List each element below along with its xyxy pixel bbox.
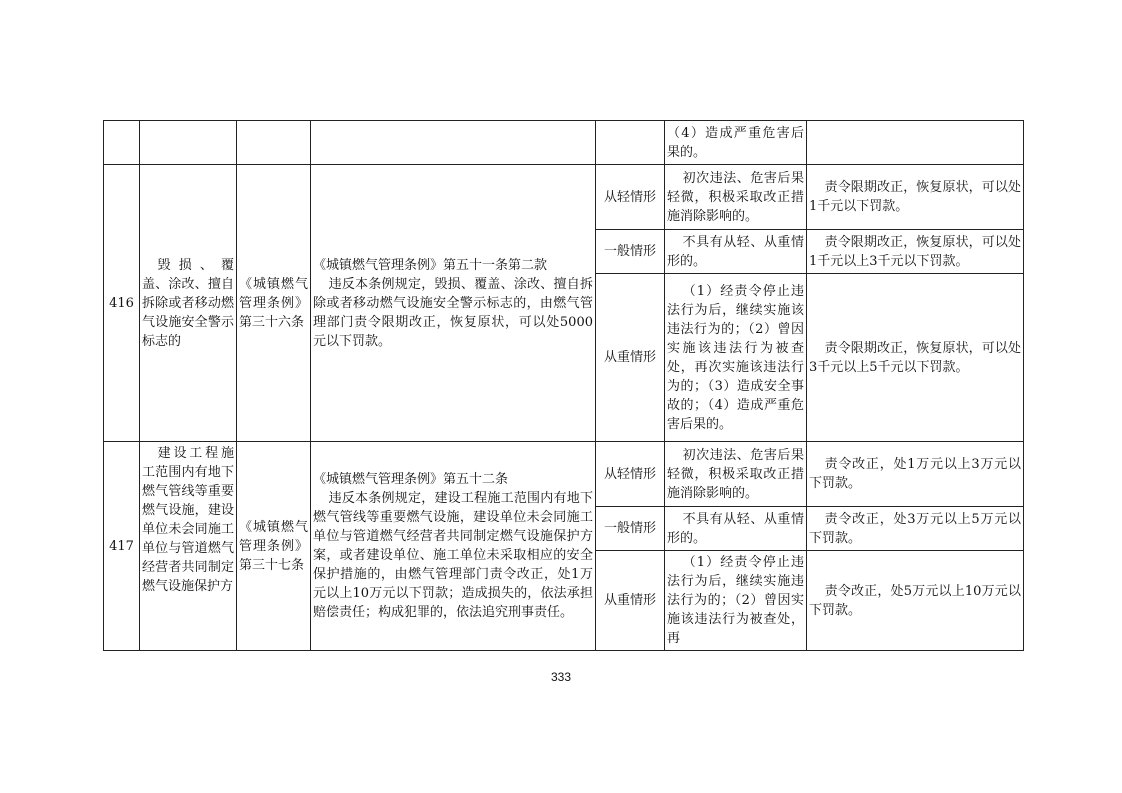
penalty-amount: 责令限期改正，恢复原状，可以处3千元以上5千元以下罚款。 [807,274,1024,442]
legal-basis: 《城镇燃气管理条例》第三十七条 [237,442,311,651]
standard-body: 违反本条例规定，建设工程施工范围内有地下燃气管线等重要燃气设施，建设单位未会同施工单位与管道燃气经营者共同制定燃气设施保护方案，或者建设单位、施工单位未采取相应的安全保护措施的，由燃气管理部门责令改正，处1万元以上10万元以下罚款；造成损失的，依法承担赔偿责任；构成犯罪的，依法追究刑事责任。 [313,491,593,620]
penalty-amount: 责令限期改正，恢复原状，可以处1千元以上3千元以下罚款。 [807,230,1024,274]
circumstance-label: 一般情形 [596,230,665,274]
circumstance-label: 从重情形 [596,551,665,651]
table-row [104,121,1024,165]
penalty-standard [311,121,596,165]
page-number: 333 [550,670,572,684]
penalty-amount [807,121,1024,165]
penalty-amount: 责令改正，处3万元以上5万元以下罚款。 [807,507,1024,551]
standard-body: 违反本条例规定，毁损、覆盖、涂改、擅自拆除或者移动燃气设施安全警示标志的，由燃气管理部门责令限期改正，恢复原状，可以处5000元以下罚款。 [313,276,593,349]
penalty-standard [311,165,596,442]
circumstance-label: 从重情形 [596,274,665,442]
standard-title: 《城镇燃气管理条例》第五十二条 [313,472,509,487]
circumstance-condition: （4）造成严重危害后果的。 [665,121,807,165]
circumstance-condition: （1）经责令停止违法行为后，继续实施违法行为的；（2）曾因实施该违法行为被查处，再 [665,551,807,651]
circumstance-condition: 初次违法、危害后果轻微，积极采取改正措施消除影响的。 [665,442,807,507]
table-row [104,442,1024,507]
circumstance-label: 从轻情形 [596,442,665,507]
circumstance-label [596,121,665,165]
violation-item: 毁损、覆盖、涂改、擅自拆除或者移动燃气设施安全警示标志的 [140,165,237,442]
circumstance-label: 一般情形 [596,507,665,551]
penalty-amount: 责令改正，处1万元以上3万元以下罚款。 [807,442,1024,507]
circumstance-condition: 初次违法、危害后果轻微，积极采取改正措施消除影响的。 [665,165,807,230]
circumstance-condition: （1）经责令停止违法行为后，继续实施该违法行为的；（2）曾因实施该违法行为被查处，再次实施该违法行为的；（3）造成安全事故的；（4）造成严重危害后果的。 [665,274,807,442]
penalty-amount: 责令改正，处5万元以上10万元以下罚款。 [807,551,1024,651]
penalty-amount: 责令限期改正，恢复原状，可以处1千元以下罚款。 [807,165,1024,230]
table-row [104,165,1024,230]
row-number [104,121,140,165]
circumstance-condition: 不具有从轻、从重情形的。 [665,230,807,274]
violation-item [140,121,237,165]
legal-basis [237,121,311,165]
row-number: 416 [104,165,140,442]
penalty-standard [311,442,596,651]
legal-basis: 《城镇燃气管理条例》第三十六条 [237,165,311,442]
circumstance-label: 从轻情形 [596,165,665,230]
penalty-discretion-table [103,120,1024,651]
circumstance-condition: 不具有从轻、从重情形的。 [665,507,807,551]
row-number: 417 [104,442,140,651]
standard-title: 《城镇燃气管理条例》第五十一条第二款 [313,257,548,273]
violation-item: 建设工程施工范围内有地下燃气管线等重要燃气设施，建设单位未会同施工单位与管道燃气经营者共同制定燃气设施保护方 [140,442,237,651]
